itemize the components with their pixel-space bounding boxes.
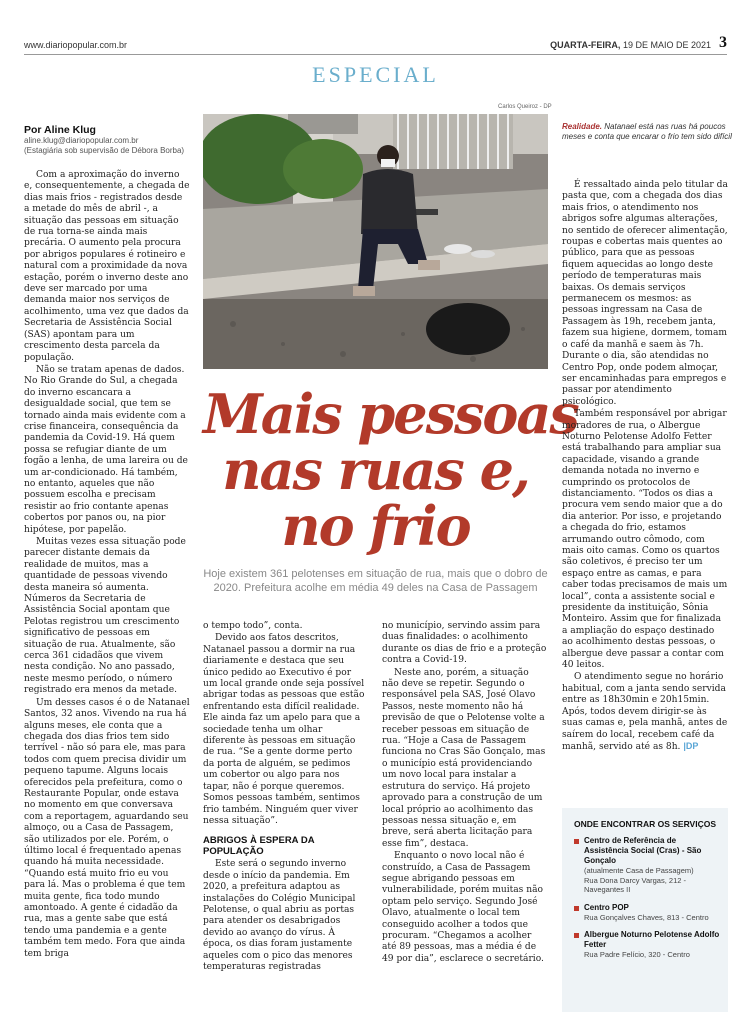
paragraph — [562, 672, 728, 753]
headline-line-2: nas ruas e, — [222, 438, 529, 502]
paragraph: Enquanto o novo local não é construído, a Casa de Passagem segue abrigando pessoas em vulnerabilidade, porém muitas não optam pelo serviço. Segundo José Olavo, atualmente o local tem conseguido acolher a todos que procuram. “Chegamos a acolher até 89 pessoas, mas a média é de 49 por dia”, esclarece o secretário. — [382, 851, 544, 964]
signature-text: DP — [685, 740, 699, 751]
service-item — [574, 930, 720, 960]
paragraph: Não se tratam apenas de dados. No Rio Grande do Sul, a chegada do inverno escancara a desigualdade social, que tem se tornado ainda mais evidente com a crise financeira, consequência da pandemia da Covid-19. Há quem possa se refugiar diante de um fogão a lenha, de uma lareira ou de um ar-condicionado. Há também, no entanto, aqueles que não possuem escolha e precisam resistir ao frio contante apenas cobertos por panos ou, na pior hipótese, por papelão. — [24, 364, 188, 535]
service-address: Rua Padre Felício, 320 - Centro — [584, 950, 690, 959]
article-column-1 — [24, 170, 190, 961]
author-name: Por Aline Klug — [24, 124, 96, 136]
services-box-title: ONDE ENCONTRAR OS SERVIÇOS — [574, 819, 717, 829]
paragraph: no município, servindo assim para duas finalidades: o acolhimento durante os dias de frio e a proteção contra a Covid-19. — [382, 621, 547, 666]
issue-date — [550, 40, 711, 50]
author-note: (Estagiária sob supervisão de Débora Borba) — [24, 146, 185, 155]
paragraph: Com a aproximação do inverno e, consequentemente, a chegada de dias mais frios - registrados desde a metade do mês de abril -, a situação das pessoas em situação de rua torna-se ainda mais precária. O aumento pela procura por abrigos populares é rotineiro e natural com a proximidade da nova estação, porém o inverno deste ano deve ser marcado por uma demanda maior nos serviços de acolhimento, uma vez que dados da Secretaria de Assistência Social (SAS) apontam para um crescimento desta parcela da população. — [24, 170, 190, 363]
issue-weekday: QUARTA-FEIRA, — [550, 40, 621, 50]
page-number: 3 — [719, 34, 727, 51]
paragraph: Muitas vezes essa situação pode parecer distante demais da realidade de muitos, mas a quantidade de pessoas vivendo desta maneira só aumenta. Números da Secretaria de Assistência Social apontam que Pelotas registrou um crescimento significativo de pessoas em situação de rua. Atualmente, são cerca 361 cidadãos que vivem nesta condição. No ano passado, neste mesmo período, o número registrado era menos da metade. — [24, 537, 186, 696]
service-note: (atualmente Casa de Passagem) — [584, 866, 694, 875]
headline-line-1: Mais pessoas — [203, 382, 578, 446]
photo-caption — [562, 122, 732, 142]
paragraph: Um desses casos é o de Natanael Santos, 32 anos. Vivendo na rua há alguns meses, ele conta que a chegada dos dias frios tem sido terrível - não só para ele, mas para todos com quem precisa dividir um pequeno tapume. Alguns locais oferecidos pela prefeitura, como o Restaurante Popular, onde estava no momento em que conversava com a reportagem, aguardando seu almoço, ou a Casa de Passagem, são utilizados por ele. Porém, o último local é frequentado apenas quando há muita necessidade. “Quando está muito frio eu vou para lá. Mas o problema é que tem muita gente, fica todo mundo amontoado. A gente é cidadão da rua, mas a gente sabe que está tendo uma pandemia e a gente também tem medo. Fora que ainda tem briga — [24, 697, 190, 959]
section-title: ESPECIAL — [312, 62, 439, 87]
byline — [24, 124, 194, 156]
paragraph: Este será o segundo inverno desde o início da pandemia. Em 2020, a prefeitura adaptou as instalações do Colégio Municipal Pelotense, o qual abriu as portas para atender os desabrigados devido ao avanço do vírus. À época, os dias foram justamente aqueles com o pico das menores temperaturas registradas — [203, 859, 356, 972]
service-address: Rua Gonçalves Chaves, 813 - Centro — [584, 912, 709, 922]
services-box — [562, 808, 728, 1012]
paragraph: Também responsável por abrigar moradores de rua, o Albergue Noturno Pelotense Adolfo Fetter está trabalhando para ampliar sua capacidade, visando a grande demanda notada no inverno e cumprindo os protocolos de distanciamento. “Todos os dias a procura vem sendo maior que a do dia anterior. Por isso, e projetando a chegada do frio, estamos arrumando outro cômodo, com mais oito camas. Como os quartos são coletivos, é preciso ter um espaço entre as camas, e para caber todas precisamos de mais um local”, conta a assistente social e presidente da instituição, Sônia Monteiro. Assim que for finalizada a ampliação do espaço destinado ao acolhimento destas pessoas, o albergue deve passar a contar com 40 leitos. — [562, 409, 728, 671]
subheading: ABRIGOS À ESPERA DA POPULAÇÃO — [203, 835, 315, 858]
issue-day: 19 DE MAIO DE 2021 — [622, 40, 711, 50]
paragraph: É ressaltado ainda pelo titular da pasta que, com a chegada dos dias mais frios, o atendimento nos abrigos sofre algumas alterações, no sentido de oferecer alimentação, roupas e cobertas mais quentes ao público, para que as pessoas fiquem aquecidas ao longo deste período de temperaturas mais baixas. Os demais serviços permanecem os mesmos: as pessoas ingressam na Casa de Passagem às 19h, recebem janta, fazem sua higiene, dormem, tomam o café da manhã e saem às 7h. Durante o dia, são atendidas no Centro Pop, onde podem almoçar, ser encaminhadas para empregos e passar por atendimento psicológico. — [562, 180, 728, 407]
paragraph-text: O atendimento segue no horário habitual, com a janta sendo servida entre as 18h30min e 20h15min. Após, todos devem dirigir-se às suas camas e, pela manhã, antes de saírem do local, recebem café da manhã, servido até as 8h. — [562, 672, 728, 752]
service-name: Albergue Noturno Pelotense Adolfo Fetter — [584, 930, 720, 949]
paragraph: Neste ano, porém, a situação não deve se repetir. Segundo o responsável pela SAS, José Olavo Passos, neste momento não há previsão de que o Pelotense volte a receber pessoas em situação de rua. “Hoje a Casa de Passagem funciona no Cras São Gonçalo, mas o município está providenciando um novo local para instalar a estrutura do serviço. Há projeto aprovado para a construção de um local próprio ao acolhimento das pessoas nessa situação e, em breve, será aberta licitação para esse fim”, destaca. — [382, 667, 546, 849]
service-name: Centro POP — [584, 902, 629, 912]
signature: |DP — [683, 740, 699, 751]
headline-line-3: no frio — [281, 494, 470, 558]
caption-label: Realidade. — [562, 122, 603, 131]
lead-text: Hoje existem 361 pelotenses em situação de rua, mais que o dobro de 2020. Prefeitura acolhe em média 49 deles na Casa de Passagem — [203, 568, 548, 594]
site-url: www.diariopopular.com.br — [24, 40, 128, 50]
service-address: Rua Dona Darcy Vargas, 212 - Navegantes II — [584, 875, 686, 894]
article-column-4 — [562, 180, 728, 754]
service-item — [574, 903, 720, 923]
article-photo — [203, 114, 548, 369]
service-item — [574, 836, 720, 895]
photo-illustration — [203, 114, 548, 369]
caption-text: Natanael está nas ruas há poucos meses e conta que encarar o frio tem sido difícil — [562, 122, 732, 141]
article-column-3 — [382, 621, 548, 966]
author-email: aline.klug@diariopopular.com.br — [24, 136, 139, 145]
article-column-2 — [203, 621, 366, 974]
header-rule — [24, 54, 727, 55]
service-name: Centro de Referência de Assistência Social (Cras) - São Gonçalo — [584, 836, 702, 865]
photo-credit: Carlos Queiroz - DP — [498, 104, 552, 110]
paragraph: o tempo todo”, conta. — [203, 621, 303, 631]
paragraph: Devido aos fatos descritos, Natanael passou a dormir na rua diariamente e destaca que seu único pedido ao Executivo é por um local grande onde seja possível abrigar todas as pessoas que estão enfrentando esta difícil realidade. Ele ainda faz um apelo para que a sociedade tenha um olhar diferente às pessoas em situação de rua. “Se a gente dorme perto da porta de alguém, se pedimos um cobertor ou algo para nos tapar, não é porque queremos. Somos pessoas também, sentimos frio também. Ninguém quer viver nessa situação”. — [203, 633, 365, 826]
headline — [203, 382, 578, 558]
